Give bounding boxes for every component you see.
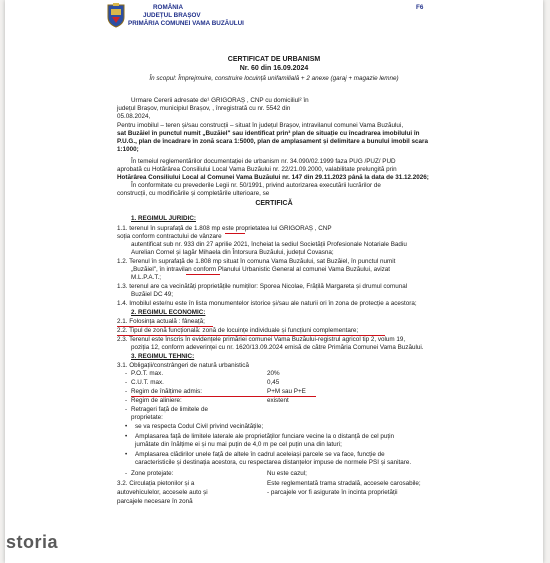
intro-line: Urmare Cererii adresate de¹ GRIGORAȘ , CNP cu domiciliul² în	[131, 97, 309, 104]
juridic-line: autentificat sub nr. 933 din 27 aprilie 2021, încheiat la sediul Societății Profesionale Notariale Badiu	[131, 241, 407, 248]
header-corner-code: F6	[416, 4, 424, 11]
intro-line: 1:1000;	[117, 146, 139, 153]
juridic-line: 1.3. terenul are ca vecinătăți proprietățile numiților: Sporea Nicolae, Frățilă Margareta și drumul comunal	[117, 283, 408, 290]
intro-line: sat Buzăiel în punctul numit „Buzăiel" sau identificat prin³ plan de situație cu încadrarea imobilului în	[117, 130, 420, 137]
tehnic-row-value: P+M sau P+E	[267, 388, 306, 395]
certificate-page	[5, 0, 543, 563]
dash-bullet: -	[125, 470, 128, 477]
highlight-underline	[186, 274, 220, 275]
circulatie-value: Este reglementată trama stradală, accesele carosabile;	[267, 480, 421, 487]
intro-line: aprobată cu Hotărârea Consiliului Local Vama Buzăului nr. 22/21.09.2000, valabilitate prelungită prin	[117, 166, 397, 173]
bullet-dot: •	[125, 433, 128, 440]
economic-line: poziția 12, conform adeverinței cu nr. 1620/13.09.2024 emisă de către Primăria Comunei Vama Buzăului.	[131, 344, 424, 351]
tehnic-row-value: 20%	[267, 370, 280, 377]
juridic-line: 1.4. Imobilul este/nu este în lista monumentelor istorice și/sau ale naturii ori în zona de protecție a acestora;	[117, 300, 417, 307]
retragere-line: jumătate din înălțime ei și nu mai puțin de 4,0 m pe cel puțin una din laturi;	[135, 441, 342, 448]
juridic-line: M.L.P.A.T.;	[131, 274, 161, 281]
intro-line: Pentru imobilul – teren și/sau construcții – situat în județul Brașov, intravilanul comunei Vama Buzăului,	[117, 122, 404, 129]
document-purpose: În scopul: Împrejmuire, construire locuință unifamilială + 2 anexe (garaj + magazie lemne)	[149, 75, 399, 82]
tehnic-row-label: C.U.T. max.	[131, 379, 164, 386]
highlight-underline	[225, 233, 245, 234]
retrageri-label: Retrageri față de limitele de	[131, 406, 209, 413]
dash-bullet: -	[125, 406, 128, 413]
intro-line: În conformitate cu prevederile Legii nr. 50/1991, privind autorizarea executării lucrărilor de	[131, 182, 381, 189]
circulatie-label: parcajele necesare în zonă	[117, 498, 193, 505]
circulatie-label: 3.2. Circulația pietonilor și a	[117, 480, 195, 487]
tehnic-row-label: Regim de aliniere:	[131, 397, 182, 404]
intro-line: În temeiul reglementărilor documentației de urbanism nr. 34.090/02.1999 faza PUG /PUZ/ PUD	[131, 158, 396, 165]
zone-value: Nu este cazul;	[267, 470, 307, 477]
tehnic-row-label: P.O.T. max.	[131, 370, 164, 377]
header-institution: PRIMĂRIA COMUNEI VAMA BUZĂULUI	[128, 20, 244, 27]
retragere-line: se va respecta Codul Civil privind vecinătățile;	[135, 423, 264, 430]
zone-label: Zone protejate:	[131, 470, 174, 477]
economic-line: 2.3. Terenul este înscris în evidențele primăriei comunei Vama Buzăului-registrul agricol tip 2, volum 19,	[117, 336, 406, 343]
bullet-dot: •	[125, 451, 128, 458]
section-tehnic-heading: 3. REGIMUL TEHNIC:	[131, 353, 195, 360]
dash-bullet: -	[125, 379, 128, 386]
dash-bullet: -	[125, 388, 128, 395]
tehnic-row-value: 0,45	[267, 379, 280, 386]
intro-line: P.U.G., plan de încadrare în zonă scara 1:5000, plan de amplasament și delimitare a bunului imobil scara	[117, 138, 428, 145]
economic-line: 2.2. Tipul de zonă funcțională: zonă de locuințe individuale și funcțiuni complementare;	[117, 327, 359, 334]
dash-bullet: -	[125, 397, 128, 404]
retragere-line: Amplasarea față de limitele laterale ale proprietăților funciare vecine la o distanță de cel puțin	[135, 433, 395, 440]
tehnic-row-label: Regim de înălțime admis:	[131, 388, 203, 395]
juridic-line: 1.1. terenul în suprafață de 1.808 mp este proprietatea lui GRIGORAȘ , CNP	[117, 225, 332, 232]
storia-watermark	[6, 532, 58, 553]
document-title: CERTIFICAT DE URBANISM	[227, 56, 321, 63]
circulatie-value: - parcajele vor fi asigurate în incinta proprietății	[267, 489, 398, 496]
retrageri-label: proprietate:	[131, 414, 163, 421]
document-number: Nr. 60 din 16.09.2024	[239, 65, 309, 72]
intro-line: 05.08.2024,	[117, 113, 151, 120]
dash-bullet: -	[125, 370, 128, 377]
watermark-text: storia	[6, 532, 59, 552]
tehnic-row-value: existent	[267, 397, 289, 404]
retragere-line: Amplasarea clădirilor unele față de altele în cadrul aceleiași parcele se va face, funcție de	[135, 451, 385, 458]
economic-line: 2.1. Folosința actuală : fâneață;	[117, 318, 205, 325]
bullet-dot: •	[125, 423, 128, 430]
circulatie-label: autovehiculelor, accesele auto și	[117, 489, 208, 496]
tehnic-intro: 3.1. Obligații/constrângeri de natură urbanistică	[117, 362, 249, 369]
juridic-line: Aurelian Cornel și Iagăr Mihaela din Întorsura Buzăului, județul Covasna;	[131, 249, 334, 256]
juridic-line: soția conform contractului de vânzare	[117, 233, 222, 240]
juridic-line: „Buzăiel", în intravilan conform Planului Urbanistic General al comunei Vama Buzăului, avizat	[131, 266, 391, 273]
section-economic-heading: 2. REGIMUL ECONOMIC:	[131, 309, 206, 316]
juridic-line: 1.2. Terenul în suprafață de 1.808 mp situat în comuna Vama Buzăului, sat Buzăiel, în punctul numit	[117, 258, 396, 265]
header-country: ROMÂNIA	[153, 4, 184, 11]
certifica-heading: CERTIFICĂ	[255, 200, 293, 207]
intro-line: județul Brașov, municipiul Brașov, , înregistrată cu nr. 5542 din	[117, 105, 291, 112]
intro-line: Hotărârea Consiliului Local al Comunei Vama Buzăului nr. 147 din 29.11.2023 până la data de 31.12.2026;	[117, 174, 429, 181]
header-county: JUDEȚUL BRAȘOV	[143, 12, 201, 19]
juridic-line: Buzăiel DC 49;	[131, 291, 173, 298]
section-juridic-heading: 1. REGIMUL JURIDIC:	[131, 215, 196, 222]
retragere-line: caracteristicile și destinația acestora, cu respectarea distanțelor impuse de normele PSI și sanitare.	[135, 459, 412, 466]
intro-line: construcții, cu modificările și completările ulterioare, se	[117, 190, 270, 197]
coat-of-arms-icon	[106, 3, 126, 28]
